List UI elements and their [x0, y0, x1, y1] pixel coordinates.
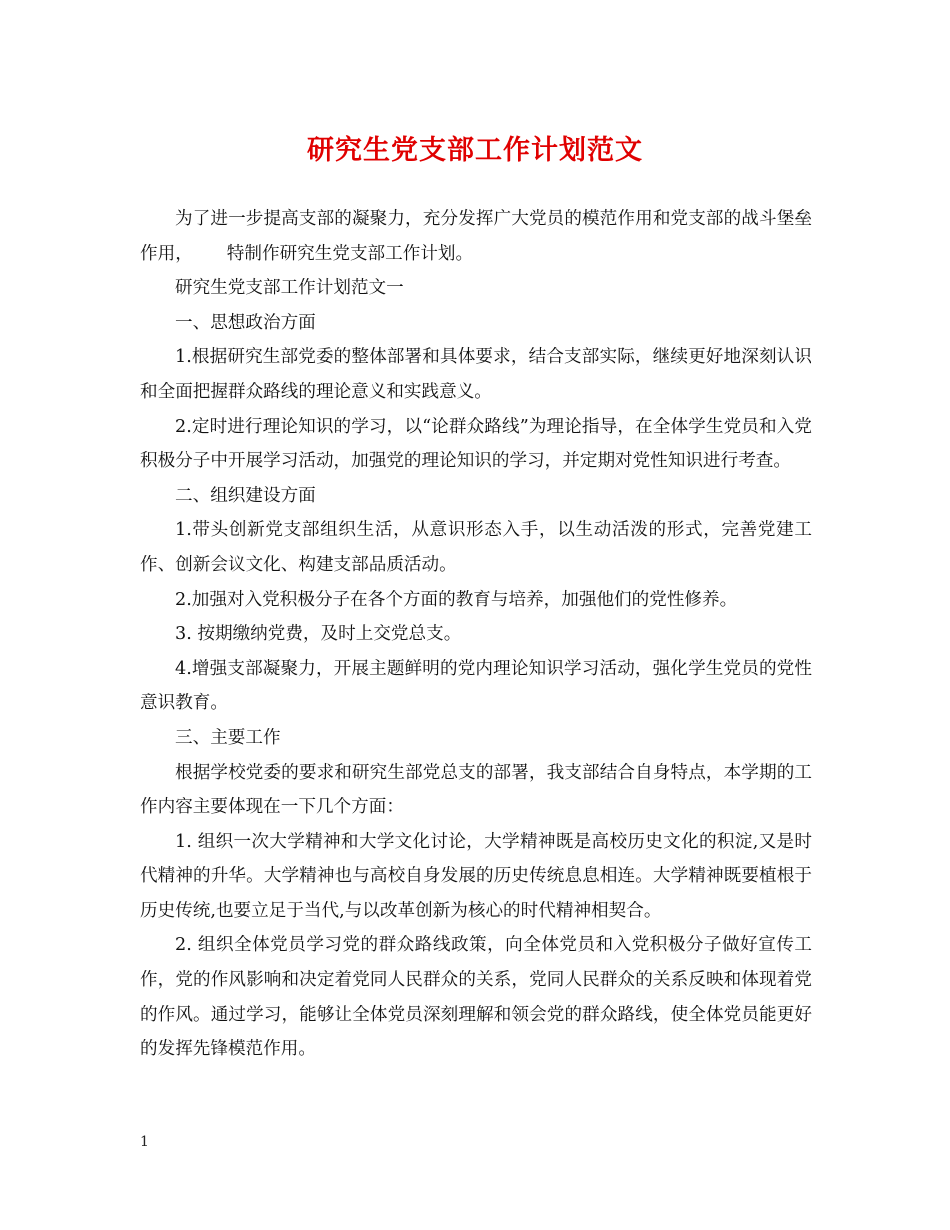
intro-text-part2: 特制作研究生党支部工作计划。 [226, 243, 474, 264]
paragraph-main-work-2: 2. 组织全体党员学习党的群众路线政策，向全体党员和入党积极分子做好宣传工作，党的作风影响和决定着党同人民群众的关系，党同人民群众的关系反映和体现着党的作风。通过学习，能够让全体党员深刻理解和领会党的群众路线，使全体党员能更好的发挥先锋模范作用。 [140, 935, 812, 1060]
intro-paragraph [140, 202, 812, 271]
paragraph-organization-4: 4.增强支部凝聚力，开展主题鲜明的党内理论知识学习活动，强化学生党员的党性意识教育。 [140, 658, 812, 714]
paragraph-organization-3: 3. 按期缴纳党费，及时上交党总支。 [175, 624, 462, 645]
section-heading-ideology: 一、思想政治方面 [175, 312, 316, 333]
paragraph-main-work-1: 1. 组织一次大学精神和大学文化讨论，大学精神既是高校历史文化的积淀,又是时代精神的升华。大学精神也与高校自身发展的历史传统息息相连。大学精神既要植根于历史传统,也要立足于当代,与以改革创新为核心的时代精神相契合。 [140, 831, 812, 921]
section-heading-plan-one: 研究生党支部工作计划范文一 [175, 278, 404, 299]
document-body [140, 202, 812, 1067]
paragraph-ideology-2: 2.定时进行理论知识的学习，以“论群众路线”为理论指导，在全体学生党员和入党积极分子中开展学习活动，加强党的理论知识的学习，并定期对党性知识进行考查。 [140, 416, 812, 472]
section-heading-organization: 二、组织建设方面 [175, 485, 316, 506]
paragraph-ideology-1: 1.根据研究生部党委的整体部署和具体要求，结合支部实际，继续更好地深刻认识和全面把握群众路线的理论意义和实践意义。 [140, 347, 812, 402]
paragraph-organization-2: 2.加强对入党积极分子在各个方面的教育与培养，加强他们的党性修养。 [175, 589, 738, 610]
page-number: 1 [140, 1134, 149, 1150]
document-title: 研究生党支部工作计划范文 [307, 135, 643, 166]
intro-text-part1: 为了进一步提高支部的凝聚力，充分发挥广大党员的模范作用和党支部的战斗堡垒作用， [140, 209, 812, 264]
paragraph-main-work-intro: 根据学校党委的要求和研究生部党总支的部署，我支部结合自身特点，本学期的工作内容主要体现在一下几个方面： [140, 762, 812, 818]
paragraph-organization-1: 1.带头创新党支部组织生活，从意识形态入手，以生动活泼的形式，完善党建工作、创新会议文化、构建支部品质活动。 [140, 520, 812, 575]
section-heading-main-work: 三、主要工作 [175, 727, 281, 748]
